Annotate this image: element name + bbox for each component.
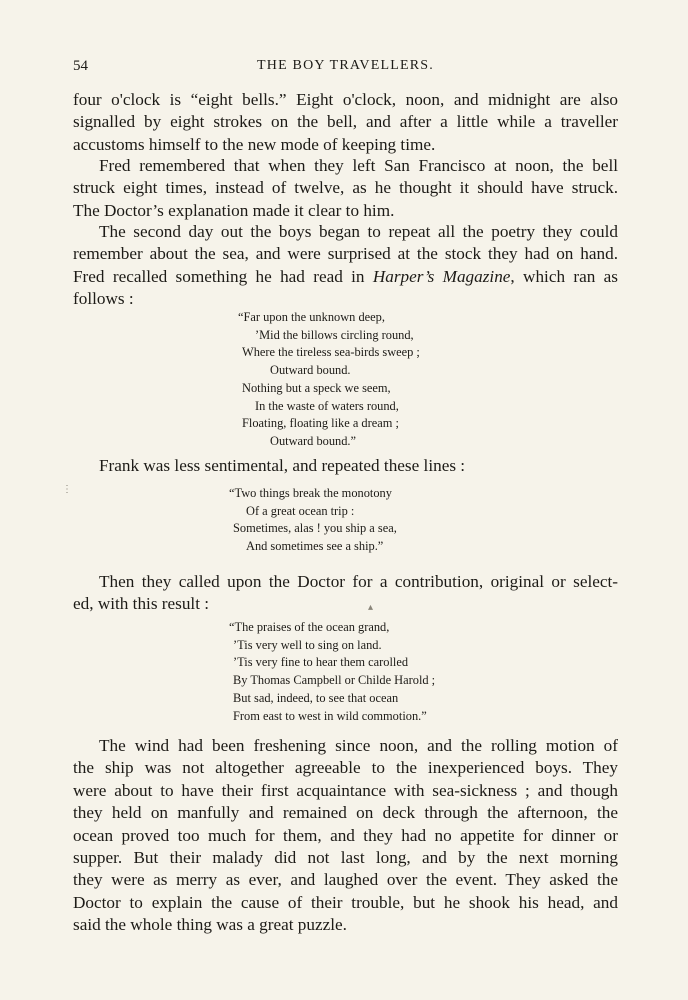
text-line: Doctor to explain the cause of their trouble, but he shook his head, and: [73, 892, 618, 912]
text-line: the ship was not altogether agreeable to the inexperienced boys. They: [73, 758, 618, 778]
text-line: they were as merry as ever, and laughed over the event. They asked the: [73, 870, 618, 890]
text-line: ed, with this result :: [73, 594, 210, 614]
verse-line: And sometimes see a ship.”: [246, 539, 384, 554]
text-line: The wind had been freshening since noon, and the rolling motion of: [99, 736, 618, 755]
text-line: Frank was less sentimental, and repeated these lines :: [99, 456, 466, 475]
verse-line: ’Mid the billows circling round,: [255, 327, 414, 342]
verse-line: Floating, floating like a dream ;: [242, 416, 399, 431]
verse-line: In the waste of waters round,: [255, 398, 399, 413]
text-line: were about to have their first acquaintance with sea-sickness ; and though: [73, 780, 618, 800]
text-line: [73, 266, 618, 288]
text-line: struck eight times, instead of twelve, as he thought it should have struck.: [73, 178, 618, 198]
text-line: accustoms himself to the new mode of keeping time.: [73, 134, 436, 154]
verse-line: But sad, indeed, to see that ocean: [233, 690, 399, 705]
verse-line: Outward bound.: [270, 363, 351, 378]
paragraph-1: [73, 89, 618, 156]
paragraph-5: [73, 571, 618, 616]
text-line: follows :: [73, 289, 134, 309]
verse-line: Where the tireless sea-birds sweep ;: [242, 345, 420, 360]
verse-line: “Two things break the monotony: [229, 486, 392, 500]
verse-line: Of a great ocean trip :: [246, 503, 355, 518]
verse-line: “Far upon the unknown deep,: [238, 310, 385, 324]
running-head: THE BOY TRAVELLERS.: [257, 58, 434, 73]
text-line: Then they called upon the Doctor for a contribution, original or select-: [99, 572, 618, 591]
magazine-title: Harper’s Magazine: [372, 266, 511, 286]
print-speck-mark: ▴: [368, 602, 374, 613]
verse-line: ’Tis very well to sing on land.: [233, 637, 382, 652]
text-line: The Doctor’s explanation made it clear to him.: [73, 200, 395, 220]
text-line: The second day out the boys began to repeat all the poetry they could: [99, 222, 618, 241]
text-fragment: , which ran as: [510, 266, 618, 286]
poem-ocean-trip: [229, 485, 397, 556]
verse-line: Sometimes, alas ! you ship a sea,: [233, 521, 397, 536]
poem-outward-bound: [238, 309, 420, 451]
text-line: they held on manfully and remained on deck through the afternoon, the: [73, 803, 618, 823]
text-fragment: Fred recalled something he had read in: [73, 266, 365, 286]
verse-line: Nothing but a speck we seem,: [242, 380, 391, 395]
verse-line: By Thomas Campbell or Childe Harold ;: [233, 673, 436, 688]
text-line: remember about the sea, and were surprised at the stock they had on hand.: [73, 244, 618, 264]
text-line: said the whole thing was a great puzzle.: [73, 915, 347, 935]
text-line: supper. But their malady did not last long, and by the next morning: [73, 848, 618, 868]
verse-line: Outward bound.”: [270, 433, 357, 448]
verse-line: ’Tis very fine to hear them carolled: [233, 655, 409, 670]
verse-line: From east to west in wild commotion.”: [233, 708, 427, 723]
text-line: ocean proved too much for them, and they had no appetite for dinner or: [73, 825, 618, 845]
page-number: 54: [73, 58, 88, 74]
paragraph-2: [73, 155, 618, 222]
paragraph-4: [73, 455, 618, 477]
verse-line: “The praises of the ocean grand,: [229, 620, 390, 634]
paragraph-6: [73, 735, 618, 937]
print-speck-mark: ⋮: [62, 484, 72, 495]
paragraph-3: [73, 221, 618, 311]
poem-praises-of-ocean: [229, 619, 435, 725]
text-line: signalled by eight strokes on the bell, and after a little while a traveller: [73, 112, 618, 132]
text-line: four o'clock is “eight bells.” Eight o'clock, noon, and midnight are also: [73, 90, 618, 109]
text-line: Fred remembered that when they left San Francisco at noon, the bell: [99, 156, 618, 175]
page-header: [73, 58, 618, 80]
